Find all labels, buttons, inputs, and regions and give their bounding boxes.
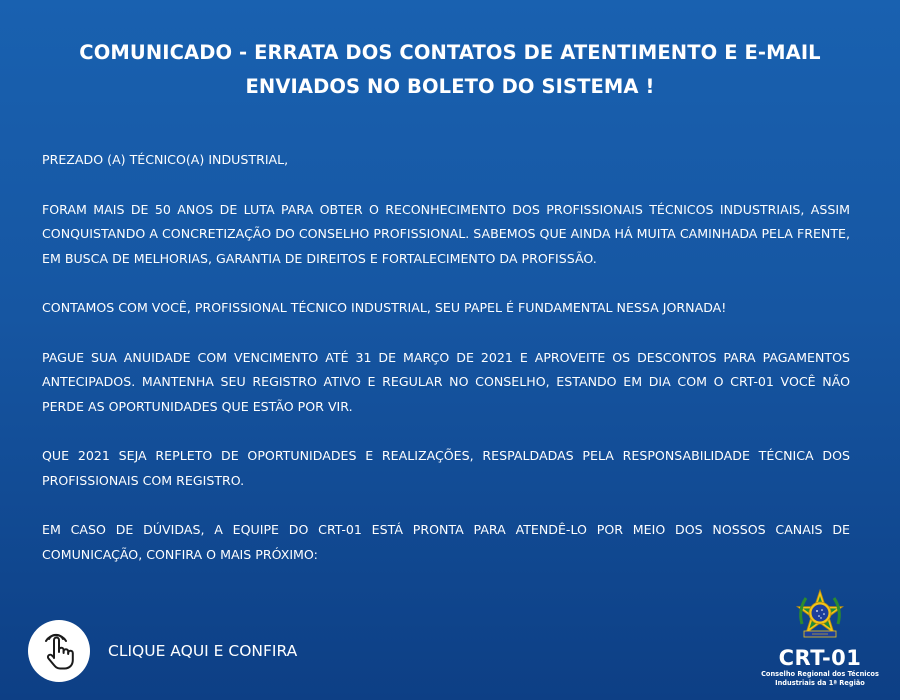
announcement-body xyxy=(42,148,850,592)
page-title xyxy=(40,36,860,104)
see-more-link[interactable] xyxy=(28,620,297,682)
brazil-coat-of-arms-icon xyxy=(791,588,849,644)
cta-circle[interactable] xyxy=(28,620,90,682)
title-line-1: COMUNICADO - ERRATA DOS CONTATOS DE ATENTIMENTO E E-MAIL xyxy=(79,41,821,64)
logo-name: CRT-01 xyxy=(778,646,862,670)
role-paragraph: CONTAMOS COM VOCÊ, PROFISSIONAL TÉCNICO INDUSTRIAL, SEU PAPEL É FUNDAMENTAL NESSA JORNADA! xyxy=(42,300,727,315)
contact-paragraph: EM CASO DE DÚVIDAS, A EQUIPE DO CRT-01 ESTÁ PRONTA PARA ATENDÊ-LO POR MEIO DOS NOSSOS CANAIS DE COMUNICAÇÃO, CONFIRA O MAIS PRÓXIMO: xyxy=(42,522,850,562)
hand-tap-icon xyxy=(39,630,79,672)
wishes-paragraph: QUE 2021 SEJA REPLETO DE OPORTUNIDADES E REALIZAÇÕES, RESPALDADAS PELA RESPONSABILIDADE TÉCNICA DOS PROFISSIONAIS COM REGISTRO. xyxy=(42,448,850,488)
title-line-2: ENVIADOS NO BOLETO DO SISTEMA ! xyxy=(245,75,655,98)
payment-paragraph: PAGUE SUA ANUIDADE COM VENCIMENTO ATÉ 31 DE MARÇO DE 2021 E APROVEITE OS DESCONTOS PARA PAGAMENTOS ANTECIPADOS. MANTENHA SEU REGISTRO ATIVO E REGULAR NO CONSELHO, ESTANDO EM DIA COM O CRT-01 VOCÊ NÃO PERDE AS OPORTUNIDADES QUE ESTÃO POR VIR. xyxy=(42,349,850,414)
logo-subtitle-line-1: Conselho Regional dos Técnicos xyxy=(761,670,879,678)
logo-subtitle-line-2: Industriais da 1ª Região xyxy=(775,679,865,687)
cta-label[interactable]: CLIQUE AQUI E CONFIRA xyxy=(108,642,298,660)
greeting-paragraph: PREZADO (A) TÉCNICO(A) INDUSTRIAL, xyxy=(42,152,289,167)
history-paragraph: FORAM MAIS DE 50 ANOS DE LUTA PARA OBTER O RECONHECIMENTO DOS PROFISSIONAIS TÉCNICOS INDUSTRIAIS, ASSIM CONQUISTANDO A CONCRETIZAÇÃO DO CONSELHO PROFISSIONAL. SABEMOS QUE AINDA HÁ MUITA CAMINHADA PELA FRENTE, EM BUSCA DE MELHORIAS, GARANTIA DE DIREITOS E FORTALECIMENTO DA PROFISSÃO. xyxy=(42,201,850,266)
crt-01-logo xyxy=(760,588,880,688)
